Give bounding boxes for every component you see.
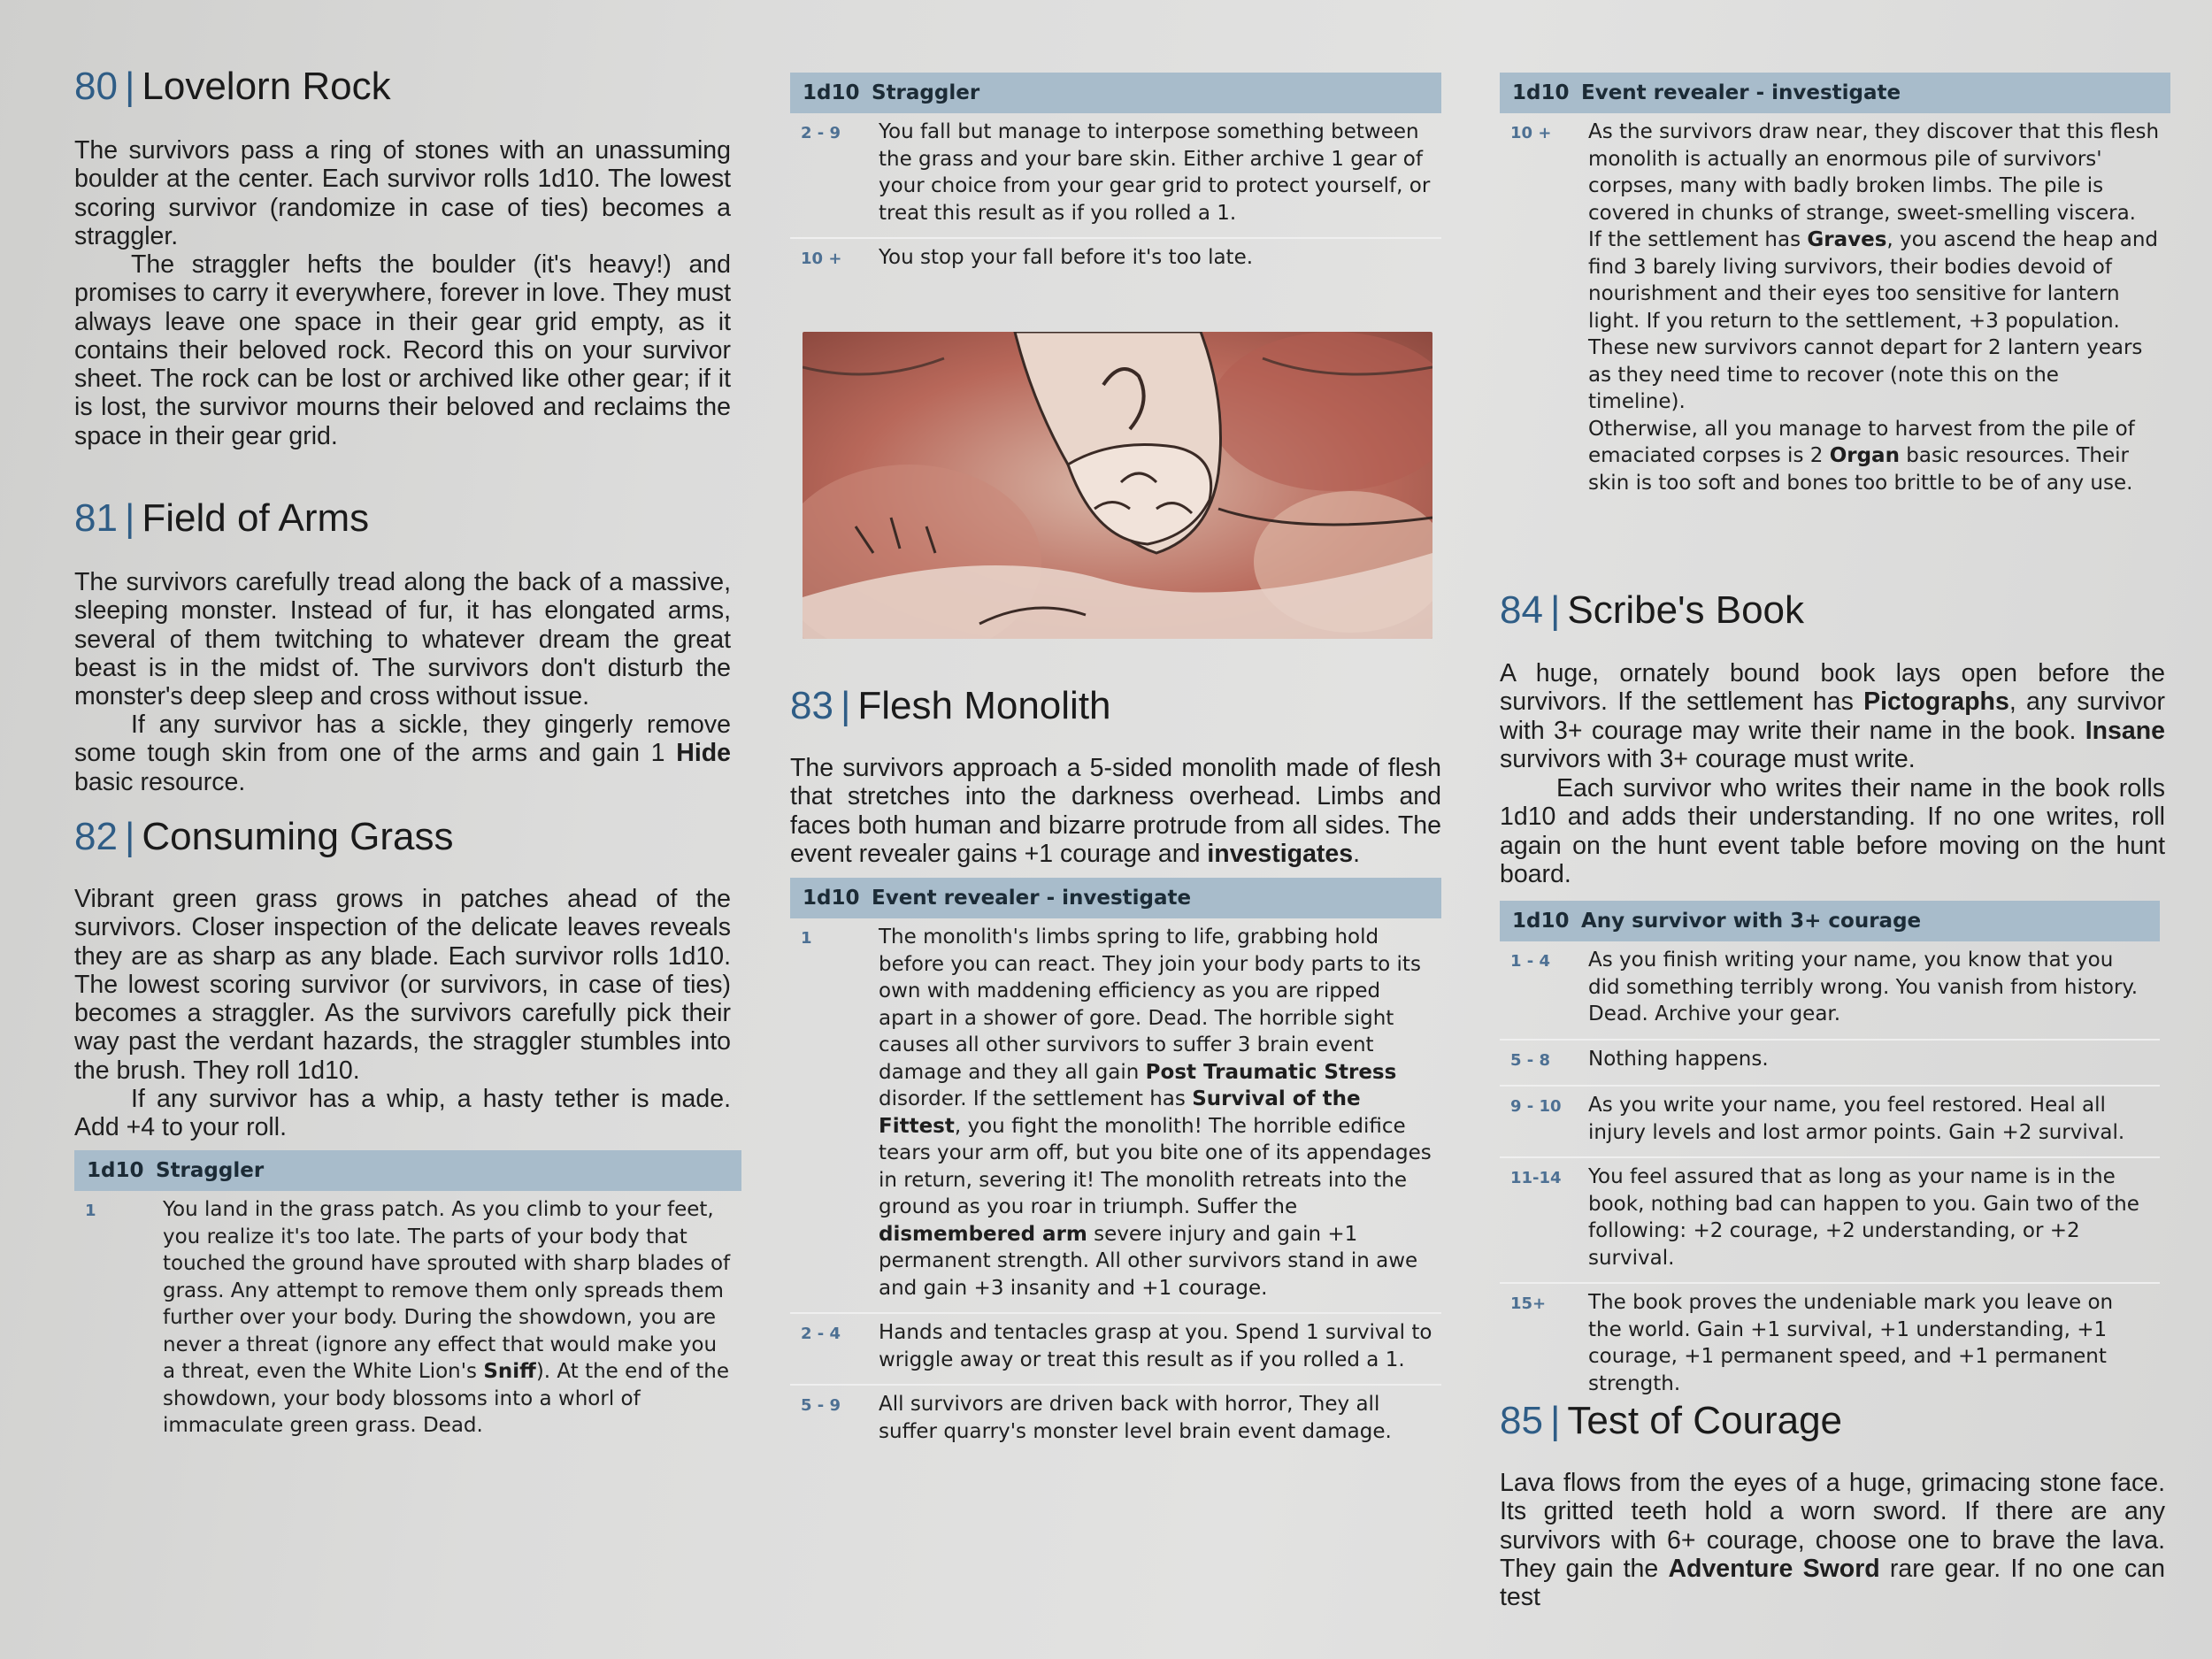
table-roll: 10 + [1510,124,1552,142]
scribes-book-table [1500,901,2160,1408]
text-run: disorder. If the settlement has [879,1087,1193,1110]
pts-keyword: Post Traumatic Stress [1145,1060,1397,1084]
table-die-label: 1d10 [1512,910,1570,933]
text-run: A huge, ornately bound book lays open before the survivors. If the settlement has [1500,659,2165,717]
text-run: Lava flows from the eyes of a huge, grimacing stone face. Its gritted teeth hold a worn sword. If there are any survivors with 6+ courage, choose one to brave the lava. They gain the [1500,1469,2165,1583]
table-roll: 1 - 4 [1510,952,1551,971]
heading-separator: | [840,684,851,727]
table-die-label: 1d10 [1512,81,1570,104]
table-header [1500,73,2170,113]
section-85-heading [1500,1398,1842,1444]
section-84-title: Scribe's Book [1567,588,1805,632]
section-84-para-1 [1500,659,2165,773]
section-84-para-2: Each survivor who writes their name in the book rolls 1d10 and adds their understanding. If no one writes, roll again on the hunt event table before moving on the hunt board. [1500,774,2165,888]
text-run: survivors with 3+ courage must write. [1500,744,1916,773]
text-run: As the survivors draw near, they discover that this flesh monolith is actually an enormous pile of survivors' corpses, many with badly broken limbs. The pile is covered in chunks of strange, sweet-smelling viscera. [1588,120,2160,225]
section-81-para-1: The survivors carefully tread along the back of a massive, sleeping monster. Instead of fur, it has elongated arms, several of them twitching to whatever dream the great beast is in the midst of. The survivors don't disturb the monster's deep sleep and cross without issue. [74,568,731,711]
table-text: You fall but manage to interpose something between the grass and your bare skin. Either archive 1 gear of your choice from your gear grid to protect yourself, or treat this result as if you rolled a 1. [879,120,1431,225]
section-85-number: 85 [1500,1399,1543,1442]
section-83-title: Flesh Monolith [857,684,1111,727]
section-85-para-1 [1500,1469,2165,1611]
text-run: basic resource. [74,767,246,796]
straggler-table-b [790,73,1441,284]
table-roll: 5 - 9 [801,1396,841,1415]
table-header-label: Event revealer - investigate [1581,81,1901,104]
section-80-para-2: The straggler hefts the boulder (it's heavy!) and promises to carry it everywhere, forever in love. They must always leave one space in their gear grid empty, as it contains their beloved rock. Record this on your survivor sheet. The rock can be lost or archived like other gear; if it is lost, the survivor mourns their beloved and reclaims the space in their gear grid. [74,250,731,450]
table-die-label: 1d10 [87,1159,144,1182]
section-83-number: 83 [790,684,833,727]
table-die-label: 1d10 [803,887,860,910]
section-83-heading [790,683,1111,729]
table-roll: 1 [801,929,812,948]
text-run: , you fight the monolith! The horrible edifice tears your arm off, but you bite one of its appendages in return, severing it! The monolith retreats into the ground as you roar in triumph. Suffer the [879,1114,1432,1218]
table-header-label: Straggler [872,81,980,104]
text-run: If any survivor has a sickle, they gingerly remove some tough skin from one of the arms and gain 1 [74,710,731,768]
table-text [879,924,1441,1302]
table-row [790,1386,1441,1455]
heading-separator: | [124,65,135,108]
grasping-hands-illustration [803,332,1432,639]
heading-separator: | [1549,588,1561,632]
section-82-title: Consuming Grass [142,815,454,858]
table-header-label: Any survivor with 3+ courage [1581,910,1922,933]
section-80-title: Lovelorn Rock [142,65,391,108]
section-81-number: 81 [74,496,118,540]
table-header [1500,901,2160,941]
text-run: rare gear. If no one can test [1500,1554,2165,1612]
table-text: You feel assured that as long as your name is in the book, nothing bad can happen to you. Gain two of the following: +2 courage, +2 understanding, or +2 survival. [1588,1165,2139,1270]
table-row [790,918,1441,1314]
heading-separator: | [124,815,135,858]
section-82-para-2: If any survivor has a whip, a hasty tether is made. Add +4 to your roll. [74,1085,731,1142]
insane-keyword: Insane [2085,716,2165,745]
text-run: , any survivor with 3+ courage may write their name in the book. [1500,687,2165,745]
table-row [1500,1284,2160,1408]
table-roll: 2 - 9 [801,124,841,142]
pictographs-keyword: Pictographs [1863,687,2009,717]
table-roll: 5 - 8 [1510,1050,1551,1070]
section-81-para-2 [74,710,731,796]
section-85-title: Test of Courage [1567,1399,1843,1442]
survival-fittest-keyword: Survival of the Fittest [879,1087,1361,1138]
table-row [1500,1087,2160,1158]
table-header [74,1150,741,1191]
table-row [790,1314,1441,1386]
section-81-title: Field of Arms [142,496,370,540]
section-82-heading [74,814,454,860]
table-text [163,1196,741,1440]
section-80-number: 80 [74,65,118,108]
table-roll: 2 - 4 [801,1325,841,1343]
section-81-heading [74,495,369,541]
section-83-para-1 [790,754,1441,868]
table-row [1500,1158,2160,1284]
flesh-monolith-table [790,878,1441,1455]
table-header [790,73,1441,113]
table-roll: 10 + [801,250,842,268]
table-header-label: Event revealer - investigate [872,887,1192,910]
sniff-keyword: Sniff [483,1360,536,1383]
table-text: Hands and tentacles grasp at you. Spend 1 survival to wriggle away or treat this result as if you rolled a 1. [879,1321,1432,1371]
section-82-para-1: Vibrant green grass grows in patches ahead of the survivors. Closer inspection of the delicate leaves reveals they are as sharp as any blade. Each survivor rolls 1d10. The lowest scoring survivor (or survivors, in case of ties) becomes a straggler. As the survivors carefully pick their way past the verdant hazards, the straggler stumbles into the brush. They roll 1d10. [74,885,731,1085]
dismembered-arm-keyword: dismembered arm [879,1222,1087,1246]
adventure-sword-keyword: Adventure Sword [1668,1554,1880,1583]
organ-keyword: Organ [1829,444,1900,467]
text-run: , you ascend the heap and find 3 barely living survivors, their bodies devoid of nourishment and their eyes too sensitive for lantern light. If you return to the settlement, +3 population. These new survivors cannot depart for 2 lantern years as they need time to recover (note this on the timeline). [1588,228,2159,413]
illustration-svg [803,332,1432,639]
table-die-label: 1d10 [803,81,860,104]
table-row [790,239,1441,284]
text-run: You land in the grass patch. As you climb to your feet, you realize it's too late. The parts of your body that touched the ground have sprouted with sharp blades of grass. Any attempt to remove them only spreads them further over your body. During the showdown, you are never a threat (ignore any effect that would make you a threat, even the White Lion's [163,1198,731,1383]
text-run: The monolith's limbs spring to life, grabbing hold before you can react. They join your body parts to its own with maddening efficiency as you are ripped apart in a shower of gore. Dead. The horrible sight causes all other survivors to suffer 3 brain event damage and they all gain [879,926,1421,1084]
section-80-heading [74,64,391,110]
text-run: . [1353,839,1361,868]
table-text: You stop your fall before it's too late. [879,246,1254,269]
section-80-para-1: The survivors pass a ring of stones with an unassuming boulder at the center. Each survivor rolls 1d10. The lowest scoring survivor (randomize in case of ties) becomes a straggler. [74,136,731,250]
text-run: If the settlement has [1588,228,1808,251]
section-82-number: 82 [74,815,118,858]
table-roll: 1 [85,1202,96,1220]
straggler-table-a [74,1150,741,1450]
table-header-label: Straggler [156,1159,265,1182]
text-run: severe injury and gain +1 permanent strength. All other survivors stand in awe and gain +3 insanity and +1 courage. [879,1222,1418,1300]
table-text: Nothing happens. [1588,1047,1769,1071]
table-roll: 15+ [1510,1294,1547,1313]
section-84-heading [1500,588,1804,634]
table-row [1500,1041,2160,1087]
table-text: All survivors are driven back with horror, They all suffer quarry's monster level brain event damage. [879,1393,1392,1443]
table-row [74,1191,741,1450]
table-roll: 11-14 [1510,1169,1562,1187]
hide-keyword: Hide [676,739,731,768]
table-header [790,878,1441,918]
table-row [1500,113,2170,507]
flesh-monolith-table-continued [1500,73,2170,507]
text-run: Otherwise, all you manage to harvest from the pile of emaciated corpses is 2 [1588,417,2135,467]
investigates-keyword: investigates [1207,839,1354,868]
text-run: basic resources. Their skin is too soft and bones too brittle to be of any use. [1588,444,2133,495]
text-run: The survivors approach a 5-sided monolith made of flesh that stretches into the darkness overhead. Limbs and faces both human and bizarre protrude from all sides. The event revealer gains +1 courage and [790,754,1441,868]
table-row [1500,941,2160,1041]
table-text: As you finish writing your name, you know that you did something terribly wrong. You vanish from history. Dead. Archive your gear. [1588,949,2139,1025]
graves-keyword: Graves [1807,228,1887,251]
heading-separator: | [124,496,135,540]
table-text: The book proves the undeniable mark you leave on the world. Gain +1 survival, +1 understanding, +1 courage, +1 permanent speed, and +1 permanent strength. [1588,1291,2114,1395]
section-84-number: 84 [1500,588,1543,632]
heading-separator: | [1549,1399,1561,1442]
table-text [1588,119,2170,496]
table-text: As you write your name, you feel restored. Heal all injury levels and lost armor points. Gain +2 survival. [1588,1094,2125,1144]
table-row [790,113,1441,239]
text-run: ). At the end of the showdown, your body blossoms into a whorl of immaculate green grass. Dead. [163,1360,730,1437]
table-roll: 9 - 10 [1510,1097,1562,1116]
